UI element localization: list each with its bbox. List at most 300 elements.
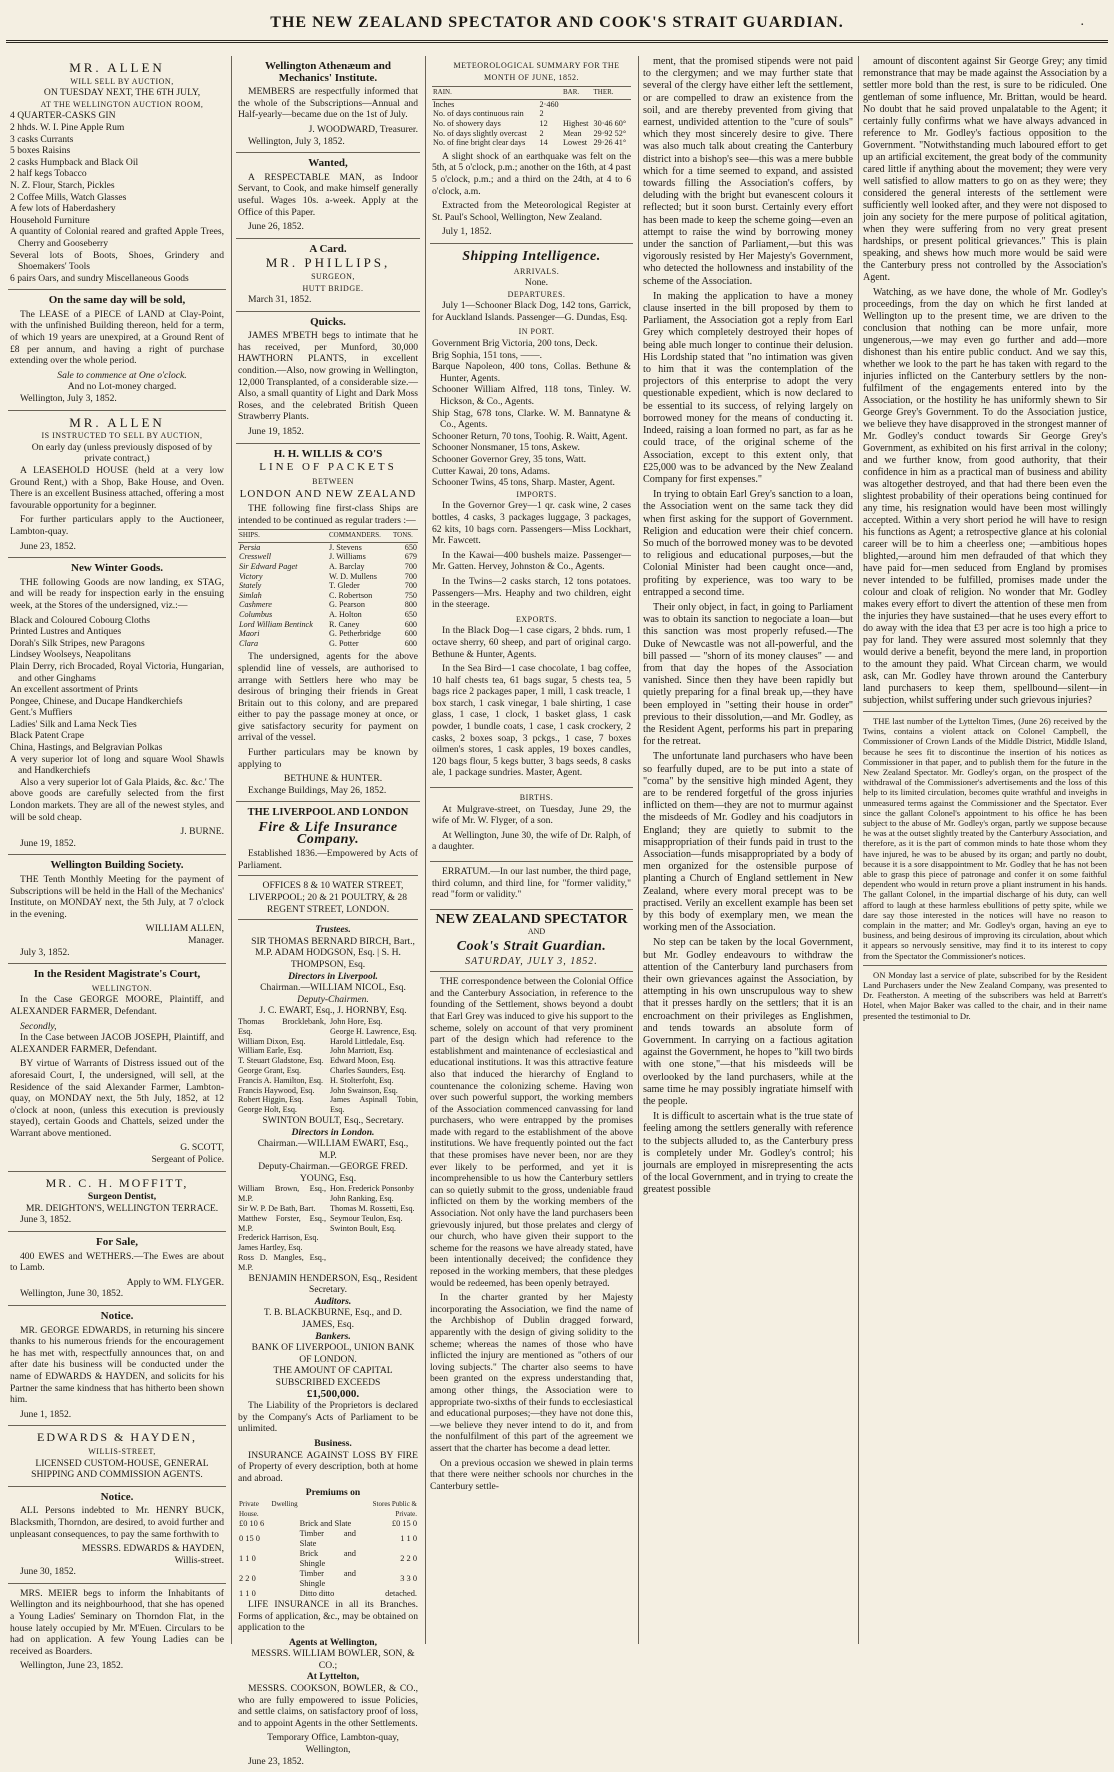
ad-subheading: Auditors. xyxy=(314,1295,352,1307)
court-notice xyxy=(8,964,226,1172)
table-cell: 650 xyxy=(404,609,417,619)
ad-body: ERRATUM.—In our last number, the third page, third column, and third line, for "former validity," read "form or validity." xyxy=(432,866,631,901)
table-cell: No. of days continuous rain xyxy=(433,109,524,119)
ad-heading: A Card. xyxy=(309,242,347,255)
ad-heading: MR. C. H. MOFFITT, xyxy=(45,1175,189,1190)
ad-note: And no Lot-money charged. xyxy=(67,381,177,393)
list-item: Lindsey Woolseys, Neapolitans xyxy=(10,649,131,661)
table-cell: Maori xyxy=(239,629,260,639)
table-cell: G. Petherbridge xyxy=(329,629,381,639)
list-item: 3 casks Currants xyxy=(10,133,74,145)
goods-list xyxy=(10,110,224,284)
dentist-ad xyxy=(8,1172,226,1232)
list-item: 4 QUARTER-CASKS GIN xyxy=(10,110,116,122)
column-1 xyxy=(8,56,226,1672)
ad-subheading: IS INSTRUCTED TO SELL BY AUCTION, xyxy=(41,431,203,441)
ad-date: July 1, 1852. xyxy=(442,226,492,238)
debt-notice xyxy=(8,1487,226,1584)
ad-body: The undersigned, agents for the above splendid line of vessels, are authorised to arrange with Settlers here who may be desirous of bringing their friends in Great Britain out to this colony, and are prepared either to pay the passage money at once, or give satisfactory security for payment on arrival of the vessel. xyxy=(238,651,418,744)
table-header: Stores Public & Private. xyxy=(372,1499,417,1518)
list-item: 5 boxes Raisins xyxy=(10,145,71,157)
table-row xyxy=(238,629,418,639)
table-cell: 12 xyxy=(539,118,548,128)
list-item: Barque Napoleon, 400 tons, Collas. Bethune & Hunter, Agents. xyxy=(432,361,631,384)
director-name: Francis Haywood, Esq. xyxy=(238,1085,315,1095)
table-cell: 14 xyxy=(539,138,548,148)
table-row xyxy=(238,591,418,601)
premiums-table xyxy=(238,1499,418,1599)
ad-heading: MR. ALLEN xyxy=(69,414,165,430)
nameplate-title: NEW ZEALAND SPECTATOR xyxy=(435,911,628,927)
ad-heading: Wanted, xyxy=(308,157,348,170)
athenaeum-notice xyxy=(236,56,420,153)
director-name: George Holt, Esq. xyxy=(238,1105,297,1115)
lease-ad xyxy=(8,290,226,410)
import-entry: In the Kawai—400 bushels maize. Passenger—Mr. Gatten. Hervey, Johnston & Co., Agents. xyxy=(432,549,631,573)
table-cell: G. Pearson xyxy=(329,600,365,610)
table-row xyxy=(238,562,418,572)
director-name: William Brown, Esq., M.P. xyxy=(238,1184,326,1204)
list-item: Several lots of Boots, Shoes, Grindery and Shoemakers' Tools xyxy=(10,249,224,273)
table-cell: Victory xyxy=(239,571,263,581)
table-cell: 650 xyxy=(404,542,417,552)
ad-names: J. C. EWART, Esq., J. HORNBY, Esq. xyxy=(259,1005,407,1017)
column-4 xyxy=(643,56,853,1646)
ad-capital-amount: £1,500,000. xyxy=(306,1387,360,1400)
table-row xyxy=(238,639,418,649)
list-item: 2 Coffee Mills, Watch Glasses xyxy=(10,191,127,203)
table-cell: G. Potter xyxy=(329,638,359,648)
table-header: TONS. xyxy=(392,530,418,543)
ad-line: Established 1836.—Empowered by Acts of Parliament. xyxy=(238,848,418,871)
ad-date: Wellington, July 3, 1852. xyxy=(20,393,117,405)
director-name: Seymour Teulon, Esq. xyxy=(330,1213,403,1223)
list-item: 2 hhds. W. I. Pine Apple Rum xyxy=(10,121,125,133)
director-name: George H. Lawrence, Esq. xyxy=(330,1026,417,1036)
ad-body: THE following Goods are now landing, ex STAG, and will be ready for inspection early in the ensuing week, at the Stores of the undersigned, viz.:— xyxy=(10,576,224,611)
table-cell: Timber and Shingle xyxy=(299,1568,356,1588)
ad-heading: In the Resident Magistrate's Court, xyxy=(33,968,201,981)
director-name: James Hartley, Esq. xyxy=(238,1243,303,1253)
ad-subheading: ARRIVALS. xyxy=(513,266,560,276)
shipping-intelligence xyxy=(430,244,633,788)
ad-heading: For Sale, xyxy=(96,1236,138,1249)
table-cell: No. of showery days xyxy=(433,118,501,128)
director-name: Matthew Forster, Esq., M.P. xyxy=(238,1213,326,1233)
list-item: Pongee, Chinese, and Ducape Handkerchiefs xyxy=(10,695,183,707)
card-ad xyxy=(236,239,420,312)
table-cell: 2 xyxy=(539,128,544,138)
table-cell: Sir Edward Paget xyxy=(239,561,298,571)
masthead xyxy=(0,0,1114,40)
ad-line: In the Case between JACOB JOSEPH, Plaintiff, and ALEXANDER FARMER, Defendant. xyxy=(10,1032,224,1055)
ad-body: A RESPECTABLE MAN, as Indoor Servant, to Cook, and make himself generally useful. Wages 10s. a-week. Apply at the Office of this Paper. xyxy=(238,171,418,218)
ad-names: MESSRS. WILLIAM BOWLER, SON, & CO.; xyxy=(251,1648,415,1671)
nameplate xyxy=(430,911,633,972)
table-cell: 1 1 0 xyxy=(400,1533,417,1543)
table-row xyxy=(432,99,631,109)
ad-subheading: IMPORTS. xyxy=(516,489,557,499)
ad-names: SWINTON BOULT, Esq., Secretary. xyxy=(262,1114,404,1126)
article-paragraph: On a previous occasion we shewed in plain terms that there were neither schools nor churches in the Canterbury settle- xyxy=(430,1457,633,1492)
table-cell: W. D. Mullens xyxy=(329,571,377,581)
ad-subheading: Trustees. xyxy=(315,924,351,936)
ad-date: July 3, 1852. xyxy=(20,946,70,958)
ad-line: LICENSED CUSTOM-HOUSE, GENERAL SHIPPING AND COMMISSION AGENTS. xyxy=(31,1457,209,1481)
ad-body: MRS. MEIER begs to inform the Inhabitants of Wellington and its neighbourhood, that she has opened a Young Ladies' Seminary on Thorndon Flat, in the house lately occupied by Mr. M'Euen. Circulars to be had on application. A few Young Ladies can be received as Boarders. xyxy=(10,1587,224,1657)
table-cell: Clara xyxy=(239,638,259,648)
ad-signature: WILLIAM ALLEN, xyxy=(145,923,224,935)
ad-body: INSURANCE AGAINST LOSS BY FIRE of Property of every description, both at home and abroad. xyxy=(238,1449,418,1484)
table-cell: 3 3 0 xyxy=(400,1573,417,1583)
ad-signature: Apply to WM. FLYGER. xyxy=(126,1276,224,1288)
article-paragraph: amount of discontent against Sir George Grey; any timid remonstrance that may be made against the Association by a settler more bold than the rest, is sure to be ridiculed. One gentleman of some influence, Mr. Brittan, would be heard. No doubt that he said proved unpalatable to the Agent; it certainly fully confirms what we have always advanced in reference to Mr. Godley's factious opposition to the Government. "Notwithstanding much laboured effort to get up an artificial excitement, the great body of the community cared little if anything about the movement; they were very well satisfied to allow matters to go on as they were; they considered the general interests of the settlement were sufficiently well looked after, and they were not disposed to join any society for the mere purpose of political agitation, when they were suffering from no very great present hardships, or present political grievances." This is plain speaking, and shews how much more would be said were the Canterbury press not controlled by the Association's Agent. xyxy=(863,56,1107,283)
ad-heading: Quicks. xyxy=(310,315,346,328)
list-item: A quantity of Colonial reared and grafted Apple Trees, Cherry and Gooseberry xyxy=(10,226,224,249)
ad-name: MR. PHILLIPS, xyxy=(265,255,391,271)
ad-heading: BIRTHS. xyxy=(519,793,554,803)
list-item: Black and Coloured Cobourg Cloths xyxy=(10,614,150,626)
featherston-paragraph: ON Monday last a service of plate, subscribed for by the Resident Land Purchasers under the New Zealand Company, was presented to Dr. Featherston. A meeting of the subscribers was held at Barrett's Hotel, when Major Baker was called to the chair, and in their name presented the testimonial to Dr. xyxy=(863,969,1107,1021)
list-item: Schooner William Alfred, 118 tons, Tinley. W. Hickson, & Co., Agents. xyxy=(432,384,631,408)
ad-date: June 30, 1852. xyxy=(20,1566,76,1578)
table-header: BAR. xyxy=(562,87,593,100)
table-cell: Cashmere xyxy=(239,600,272,610)
director-name: John Hore, Esq. xyxy=(330,1016,383,1026)
table-cell: J. Williams xyxy=(329,552,366,562)
table-cell: 29·26 41° xyxy=(593,138,627,148)
table-row xyxy=(432,129,631,139)
ad-names: Chairman.—WILLIAM NICOL, Esq. xyxy=(260,982,406,994)
export-entry: In the Black Dog—1 case cigars, 2 bhds. rum, 1 octave sherry, 60 sheep, and part of original cargo. Bethune & Hunter, Agents. xyxy=(432,625,631,660)
director-name: John Swainson, Esq. xyxy=(330,1085,398,1095)
goods-list xyxy=(10,615,224,777)
director-name: Ross D. Mangles, Esq., M.P. xyxy=(238,1253,326,1272)
table-cell: Stately xyxy=(239,581,262,591)
ad-names: BENJAMIN HENDERSON, Esq., Resident Secretary. xyxy=(248,1272,418,1296)
ad-date: Exchange Buildings, May 26, 1852. xyxy=(248,784,387,796)
table-row xyxy=(238,581,418,591)
ad-subheading: Agents at Wellington, xyxy=(288,1636,378,1648)
meteorological-summary xyxy=(430,56,633,244)
table-cell: Mean xyxy=(562,128,582,138)
table-cell: Inches xyxy=(433,99,455,109)
article-paragraph: In the charter granted by her Majesty incorporating the Association, we find the name of the Archbishop of Dublin dragged forward, apparently with the design of giving solidity to the scheme; whereas the names of those who have inflicted the injury are mentioned as "others of our loving subjects." The charter also seems to have been granted on the express understanding that, among other things, the Association were to appropriate two-sixths of their funds to ecclesiastical and educational purposes;—they have not done this,—we believe they never intend to do it, and from the nonfulfilment of this part of the agreement we assert that the charter has become a dead letter. xyxy=(430,1292,634,1454)
table-cell: 800 xyxy=(404,600,417,610)
table-cell: Ditto ditto xyxy=(299,1588,335,1598)
ad-date: Wellington, June 30, 1852. xyxy=(20,1288,124,1300)
ad-body: For further particulars apply to the Auctioneer, Lambton-quay. xyxy=(10,514,224,537)
table-cell: 700 xyxy=(404,581,417,591)
ad-heading: Wellington Building Society. xyxy=(50,859,184,872)
table-cell: 700 xyxy=(404,561,417,571)
ad-body: ALL Persons indebted to Mr. HENRY BUCK, Blacksmith, Thorndon, are desired, to avoid further and unpleasant consequences, to pay the same forthwith to xyxy=(10,1505,224,1540)
table-cell: 679 xyxy=(404,552,417,562)
ad-heading: H. H. WILLIS & CO'S xyxy=(273,447,383,460)
table-cell: Columbus xyxy=(239,609,273,619)
ad-subheading: LINE OF PACKETS xyxy=(259,461,397,474)
table-header: Private Dwelling House. xyxy=(239,1499,298,1518)
section-heading: Shipping Intelligence. xyxy=(462,248,601,264)
table-cell: A. Barclay xyxy=(329,561,365,571)
ad-heading: On the same day will be sold, xyxy=(48,294,186,307)
masthead-rule xyxy=(6,40,1108,43)
list-item: 2 casks Humpback and Black Oil xyxy=(10,156,139,168)
article-paragraph: Watching, as we have done, the whole of Mr. Godley's proceedings, from the day on which he first landed at Wellington up to the present time, we are driven to the conclusion that nothing can be more unfair, more ungenerous,—we may even go further and add—more dishonest than his entire public conduct. And we say this, whether we look to the part he has taken with regard to the injuries inflicted on the Canterbury settlers by the non-fulfilment of the engagements entered into by the Association, or the hostility he has uniformly shewn to Sir George Grey's Government. To do the Association justice, we believe they have disapproved in the strongest manner of Mr. Godley's conduct towards Sir George Grey's Government, as exhibited on his first arrival in the colony; and we further know, from good authority, that their confidence in him as a practical man of business and ability was altogether destroyed, and that had there been even the slightest probability of their operations being continued for any time, his resignation would have been most willingly accepted. Within a very short period he will have to resign his functions as Agent; a retrospective glance at his colonial career will be to him a cheerless one; —ambitious hopes blighted,—around him men defrauded of that which they have paid for—men seduced from England by promises never intended to be fulfilled, promises made under the colour and cloak of religion. No wonder that Mr. Godley makes every effort to divert the attention of these men from the injuries they have sustained—that he uses every effort to do away with the idea that £3 per acre is too high a price to pay for land. They were assured most solemnly that they would derive a benefit, beyond the mere land, in proportion to the amount they paid. What Circean charm, we would ask, can Mr. Godley have thrown around the Canterbury land purchasers to keep them, spellbound—silent—in subjection, whilst suffering under such grievous injuries? xyxy=(863,287,1107,706)
ad-company: Fire & Life Insurance Company. xyxy=(258,820,398,847)
ad-subheading: At Lyttelton, xyxy=(306,1671,360,1683)
insurance-ad xyxy=(236,802,420,1772)
table-cell: No. of fine bright clear days xyxy=(433,138,526,148)
article-paragraph: In making the application to have a money clause inserted in the bill proposed by them to Parliament, the Association got a reply from Earl Grey which completely destroyed their hopes of being able much longer to continue their delusion. His Lordship stated that "no intimation was given to him that it was the contemplation of the projectors of this enterprise to adopt the very questionable expedient, which is now declared to be essential to its success, of relying largely on borrowed money for the means of conducting it. Indeed, raising a loan formed no part, as far as he could trace, of the original scheme of the Association, except to this extent only, that £25,000 was to be advanced by the New Zealand Company for first expenses." xyxy=(643,290,853,485)
director-name: John Marriott, Esq. xyxy=(330,1046,394,1056)
table-header: COMMANDERS. xyxy=(328,530,392,543)
ad-heading: EDWARDS & HAYDEN, xyxy=(37,1430,197,1445)
ad-subheading: DEPARTURES. xyxy=(507,289,566,299)
list-item: Dorah's Silk Stripes, new Paragons xyxy=(10,637,145,649)
list-item: Gent.'s Muffiers xyxy=(10,707,73,719)
ad-heading: Notice. xyxy=(100,1490,134,1503)
packets-ad xyxy=(236,444,420,803)
ad-body: The Liability of the Proprietors is declared by the Company's Acts of Parliament to be unlimited. xyxy=(238,1400,418,1435)
in-port-list xyxy=(432,338,631,489)
building-society-ad xyxy=(8,855,226,964)
ad-subheading: Bankers. xyxy=(315,1330,351,1342)
ad-date: June 19, 1852. xyxy=(248,426,304,438)
ad-signature: BETHUNE & HUNTER. xyxy=(283,773,383,785)
ad-offices: OFFICES 8 & 10 WATER STREET, LIVERPOOL; 20 & 21 POULTRY, & 28 REGENT STREET, LONDON. xyxy=(248,880,408,915)
ad-body: Also a very superior lot of Gala Plaids, &c. &c.' The above goods are carefully selected from the first London markets. They are all of the newest styles, and will be sold cheap. xyxy=(10,776,224,823)
ad-subheading: Directors in London. xyxy=(291,1126,375,1138)
table-row xyxy=(238,600,418,610)
ad-body: A slight shock of an earthquake was felt on the 5th, at 5 o'clock, p.m.; another on the 16th, at 4 past 5 o'clock, p.m.; and a third on the 24th, at 4 to 6 o'clock, a.m. xyxy=(432,150,631,197)
list-item: Government Brig Victoria, 200 tons, Deck. xyxy=(432,338,598,350)
list-item: Cutter Kawai, 20 tons, Adams. xyxy=(432,465,551,477)
ad-subheading: Directors in Liverpool. xyxy=(288,970,378,982)
nameplate-subtitle: Cook's Strait Guardian. xyxy=(456,938,607,954)
column-5 xyxy=(863,56,1107,1646)
table-cell: T. Gleder xyxy=(329,581,360,591)
ad-line: On early day (unless previously disposed of by private contract,) xyxy=(31,441,213,465)
table-row xyxy=(238,1549,418,1569)
ad-heading: MR. ALLEN xyxy=(69,60,165,75)
ad-date: Wellington, July 3, 1852. xyxy=(248,135,345,147)
table-cell: Highest xyxy=(562,118,589,128)
ad-signature: MESSRS. EDWARDS & HAYDEN, xyxy=(81,1543,224,1555)
seminary-ad xyxy=(8,1584,226,1677)
list-item: Household Furniture xyxy=(10,214,90,226)
director-name: Robert Higgin, Esq. xyxy=(238,1095,304,1105)
ad-date: June 19, 1852. xyxy=(20,837,76,849)
table-cell: C. Robertson xyxy=(329,590,373,600)
table-cell: Brick and Shingle xyxy=(299,1548,356,1568)
london-directors-list xyxy=(238,1184,418,1272)
director-name: Edward Moon, Esq. xyxy=(330,1056,396,1066)
table-header: RAIN. xyxy=(432,87,539,100)
column-rule xyxy=(425,56,426,1644)
ad-line: None. xyxy=(524,277,549,289)
ad-line: MR. DEIGHTON'S, WELLINGTON TERRACE. xyxy=(25,1202,219,1214)
article-paragraph: No step can be taken by the local Government, but Mr. Godley endeavours to withdraw the attention of the Canterbury land purchasers from their own grievances against the Association, by attempting in his own unscrupulous way to shew that it presses hardly on the settlers; that it is an encroachment on their privileges as Englishmen, and tends towards an absolute form of Government. In carrying on a factious agitation against the Government, he hopes to "kill two birds with one stone,"—that his misdeeds will be overlooked by the land purchasers, while at the same time he may possibly ingratiate himself with the people. xyxy=(643,937,853,1108)
list-item: Brig Sophia, 151 tons, ——. xyxy=(432,349,543,361)
list-item: An excellent assortment of Prints xyxy=(10,684,138,696)
director-name: John Ranking, Esq. xyxy=(330,1194,394,1204)
ad-body: The LEASE of a PIECE of LAND at Clay-Point, with the unfinished Building thereon, held for a term, of which 19 years are unexpired, at a Ground Rent of £8 per annum, and having a right of purchase extending over the whole period. xyxy=(10,308,224,367)
ad-date: ON TUESDAY NEXT, THE 6TH JULY, xyxy=(43,87,201,99)
column-rule xyxy=(638,56,639,1644)
ad-body: Extracted from the Meteorological Register at St. Paul's School, Wellington, New Zealand. xyxy=(432,200,631,223)
ad-body: MESSRS. COOKSON, BOWLER, & CO., who are fully empowered to issue Policies, and settle claims, on satisfactory proof of loss, and to appoint Agents in the other Settlements. xyxy=(238,1683,418,1729)
ad-subheading: Business. xyxy=(314,1437,352,1449)
ad-subheading: EXPORTS. xyxy=(515,614,558,624)
wanted-ad xyxy=(236,153,420,239)
table-header xyxy=(299,1499,357,1519)
table-cell xyxy=(562,99,593,109)
ad-body: THE Tenth Monthly Meeting for the payment of Subscriptions will be held in the Hall of the Mechanics' Institute, on MONDAY next, the 5th July, at 7 o'clock in the evening. xyxy=(10,874,224,920)
ad-subheading: IN PORT. xyxy=(518,327,555,337)
ad-names: SIR THOMAS BERNARD BIRCH, Bart., M.P. ADAM HODGSON, Esq. | S. H. THOMPSON, Esq. xyxy=(251,935,415,970)
table-cell: 700 xyxy=(404,571,417,581)
director-name: James Aspinall Tobin, Esq. xyxy=(330,1095,418,1115)
editorial-article xyxy=(430,976,633,1492)
ad-heading: Wellington Athenæum and Mechanics' Institute. xyxy=(265,60,391,84)
ad-date: June 3, 1852. xyxy=(20,1214,72,1226)
table-cell: 1 1 0 xyxy=(239,1553,256,1563)
ad-names: BANK OF LIVERPOOL, UNION BANK OF LONDON. xyxy=(251,1342,415,1365)
ad-names: Deputy-Chairman.—GEORGE FRED. YOUNG, Esq. xyxy=(258,1161,408,1184)
editorial-article xyxy=(863,56,1107,707)
article-paragraph: The unfortunate land purchasers who have been so fearfully duped, are to be put into a state of "coma" by the sensitive high minded Agent, they are to be rendered forgetful of the gross injuries inflicted on them—they are not to murmur against the misdeeds of Mr. Godley and his coadjutors in England; they are quietly to submit to the misappropriation of their funds paid in trust to the Association—funds misappropriated by a body of men organized for the ostensible purpose of planting a Church of England settlement in New Zealand, where every moral precept was to be practised. Verily an excellent example has been set by this body of exemplary men, we mean the working men of the Association. xyxy=(643,751,853,934)
table-cell: 30·46 60° xyxy=(593,118,627,128)
article-paragraph: THE correspondence between the Colonial Office and the Canterbury Association, in reference to the founding of the Settlement, shows beyond a doubt that Earl Grey was induced to give his support to the scheme, solely on account of that very prominent part of the design which had reference to the establishment and maintenance of ecclesiastical and educational institutions. It was this attractive feature also that induced the hierarchy of England to countenance the colonizing scheme. Having won over such powerful support, the working members of the Association commenced canvassing for land purchasers, who were entrapped by the promises made with regard to the establishment of the above institutions. We have frequently pointed out the fact that these promises have never been, nor are they ever likely to be performed, and yet it is incomprehensible to us how the Canterbury settlers can so quietly submit to the gross, undeniable fraud inflicted on them by the working members of the Association. Not only have the land purchasers been grievously injured, but those prelates and clergy of our church, who have given their support to the scheme for the reasons we have already stated, have been intentionally deceived; the confidence they reposed in the working members, that these pledges would be redeemed, has been openly betrayed. xyxy=(430,976,633,1289)
ewes-sale-ad xyxy=(8,1232,226,1306)
auction-ad xyxy=(8,56,226,290)
article-paragraph: ment, that the promised stipends were not paid to the clergymen; and we may further state that several of the clergy have either left the settlement, or are compelled to draw an existence from the soil, and are thereby prevented from giving that earnest, undivided attention to the "cure of souls" which they most sincerely desire to give. There was also much talk about creating the Canterbury district into a bishop's see—this was a mere bubble which for a time seemed to expand, and assisted towards filling the Association's coffers, by deluding with the bright but evanescent colours it reflected; but it soon burst. Certainly every effort has been made to keep the scheme going—even an attempt to raise the wind by borrowing money under the sanction of Parliament,—but this was vigorously resisted by Her Majesty's Government, who detected the hollowness and instability of the scheme of the Association. xyxy=(643,56,853,287)
director-name: Swinton Boult, Esq. xyxy=(330,1223,396,1233)
director-name: Thomas Brocklebank, Esq. xyxy=(238,1016,326,1036)
list-item: 2 half kegs Tobacco xyxy=(10,168,87,180)
ad-line: In the Case GEORGE MOORE, Plaintiff, and ALEXANDER FARMER, Defendant. xyxy=(10,994,224,1017)
column-rule xyxy=(858,56,859,1644)
quicks-ad xyxy=(236,312,420,444)
table-row xyxy=(238,542,418,552)
ad-capital: THE AMOUNT OF CAPITAL SUBSCRIBED EXCEEDS xyxy=(273,1365,393,1388)
table-cell: 1 1 0 xyxy=(239,1588,256,1598)
table-cell: 600 xyxy=(404,619,417,629)
table-cell: 2 xyxy=(539,109,544,119)
table-row xyxy=(432,109,631,119)
export-entry: In the Sea Bird—1 case chocolate, 1 bag coffee, 10 half chests tea, 61 bags sugar, 5 chests tea, 5 bags rice 2 packages paper, 1 mill, 1 cask treacle, 1 box starch, 1 cask vinegar, 1 bale shirting, 1 case glass, 1 case, 1 clock, 1 basket glass, 1 cask powder, 1 bundle coats, 1 case, 1 cask crockery, 2 casks, 2 boxes soap, 3 pckgs., 1 case, 7 boxes oilmen's stores, 1 cask apples, 19 boxes candles, 120 bags flour, 5 kegs butter, 3 bags seeds, 8 casks ale, 1 package sundries. Master, Agent. xyxy=(432,663,631,779)
ad-subheading: WELLINGTON. xyxy=(91,983,153,993)
director-name: Charles Saunders, Esq. xyxy=(330,1065,406,1075)
ad-names: Chairman.—WILLIAM EWART, Esq., M.P. xyxy=(257,1138,409,1161)
ad-body: THE following fine first-class Ships are intended to be continued as regular traders :— xyxy=(238,503,418,526)
table-cell: detached. xyxy=(385,1588,417,1598)
ad-body: At Wellington, June 30, the wife of Dr. Ralph, of a daughter. xyxy=(432,829,631,853)
table-row xyxy=(238,1519,418,1529)
directors-list xyxy=(238,1017,418,1115)
ad-body: BY virtue of Warrants of Distress issued out of the aforesaid Court, I, the undersigned, will sell, at the Residence of the said Alexander Farmer, Lambton-quay, on MONDAY next, the 5th July, 1852, at 12 o'clock at noon, (unless this execution is previously stayed), certain Goods and Chattels, seized under the Warrant above mentioned. xyxy=(10,1058,224,1139)
ad-date: June 23, 1852. xyxy=(248,1755,304,1767)
table-header: SHIPS. xyxy=(238,530,328,543)
table-cell: Timber and Slate xyxy=(299,1528,356,1548)
ad-body: 400 EWES and WETHERS.—The Ewes are about to Lamb. xyxy=(10,1250,224,1274)
table-cell: 2 2 0 xyxy=(239,1573,256,1583)
ad-heading: Notice. xyxy=(100,1310,134,1322)
list-item: Schooner Governor Grey, 35 tons, Watt. xyxy=(432,454,587,465)
table-row xyxy=(432,138,631,148)
table-cell: Lowest xyxy=(562,138,588,148)
erratum-notice xyxy=(430,862,633,910)
list-item: Printed Lustres and Antiques xyxy=(10,626,122,638)
table-cell: 2·460 xyxy=(539,99,559,109)
ad-subheading: AT THE WELLINGTON AUCTION ROOM, xyxy=(40,99,204,109)
ad-subheading: WILLIS-STREET, xyxy=(88,1446,156,1456)
director-name: Sir W. P. De Bath, Bart. xyxy=(238,1204,316,1214)
table-header: THER. xyxy=(593,87,631,100)
ad-route: LONDON AND NEW ZEALAND xyxy=(239,488,417,501)
list-item: China, Hastings, and Belgravian Polkas xyxy=(10,742,163,754)
ad-line: Temporary Office, Lambton-quay, Wellington, xyxy=(267,1732,399,1756)
table-row xyxy=(238,1529,418,1549)
table-cell xyxy=(562,109,593,119)
list-item: Schooner Nonsmaner, 15 tons, Askew. xyxy=(432,442,580,454)
table-cell: 600 xyxy=(404,638,417,648)
ad-signature: Sergeant of Police. xyxy=(151,1154,224,1166)
table-cell: £0 15 0 xyxy=(391,1518,417,1528)
ad-signature: G. SCOTT, xyxy=(180,1142,224,1154)
director-name: Thomas M. Rossetti, Esq. xyxy=(330,1204,415,1214)
list-item: 6 pairs Oars, and sundry Miscellaneous Goods xyxy=(10,272,189,284)
ad-body: July 1—Schooner Black Dog, 142 tons, Garrick, for Auckland Islands. Passenger—G. Dundas, Esq. xyxy=(432,300,631,323)
winter-goods-ad xyxy=(8,558,226,855)
ad-date: June 23, 1852. xyxy=(20,540,76,552)
ad-heading: METEOROLOGICAL SUMMARY FOR THE MONTH OF JUNE, 1852. xyxy=(453,61,620,82)
ad-line: Secondly, xyxy=(20,1020,57,1032)
ad-body: LIFE INSURANCE in all its Branches. Forms of application, &c., may be obtained on application to the xyxy=(238,1598,418,1634)
director-name: Harold Littledale, Esq. xyxy=(330,1036,405,1046)
edwards-notice xyxy=(8,1306,226,1426)
director-name: William Dixon, Esq. xyxy=(238,1036,306,1046)
table-row xyxy=(238,572,418,582)
list-item: A few lots of Haberdashery xyxy=(10,203,116,215)
ad-subheading: Deputy-Chairmen. xyxy=(297,993,369,1005)
column-2 xyxy=(236,56,420,1767)
weather-table xyxy=(432,86,631,148)
ad-heading: THE LIVERPOOL AND LONDON xyxy=(247,807,409,819)
ad-subheading: WILL SELL BY AUCTION, xyxy=(70,76,174,86)
list-item: Black Patent Crape xyxy=(10,730,85,742)
table-row xyxy=(238,620,418,630)
import-entry: In the Governor Grey—1 qr. cask wine, 2 cases bottles, 4 casks, 3 packages luggage, 3 packages, 62 kits, 10 bags corn. Passengers—Miss Lockhart, Mr. Fawcett. xyxy=(432,500,631,547)
table-cell: J. Stevens xyxy=(329,542,362,552)
director-name: Frederick Harrison, Esq. xyxy=(238,1233,319,1243)
ad-body: Further particulars may be known by applying to xyxy=(238,747,418,770)
table-row xyxy=(238,610,418,620)
ad-date: June 1, 1852. xyxy=(20,1408,72,1420)
table-cell: Persia xyxy=(239,542,261,552)
ad-subheading: HUTT BRIDGE. xyxy=(302,283,364,293)
director-name: Francis A. Hamilton, Esq. xyxy=(238,1075,324,1085)
list-item: Ladies' Silk and Lama Neck Ties xyxy=(10,718,137,730)
table-row xyxy=(238,1569,418,1589)
article-paragraph: It is difficult to ascertain what is the true state of feeling among the settlers generally with reference to the subjects alluded to, as the Canterbury press is completely under Mr. Godley's control; his journals are employed in misrepresenting the acts of the local Government, and in trying to create the greatest possible xyxy=(643,1111,853,1196)
ad-signature: Willis-street. xyxy=(174,1554,224,1566)
table-cell: Lord William Bentinck xyxy=(239,619,313,629)
list-item: N. Z. Flour, Starch, Pickles xyxy=(10,179,115,191)
table-cell xyxy=(593,109,631,119)
list-item: Plain Derry, rich Brocaded, Royal Victoria, Hungarian, and other Ginghams xyxy=(10,660,224,684)
